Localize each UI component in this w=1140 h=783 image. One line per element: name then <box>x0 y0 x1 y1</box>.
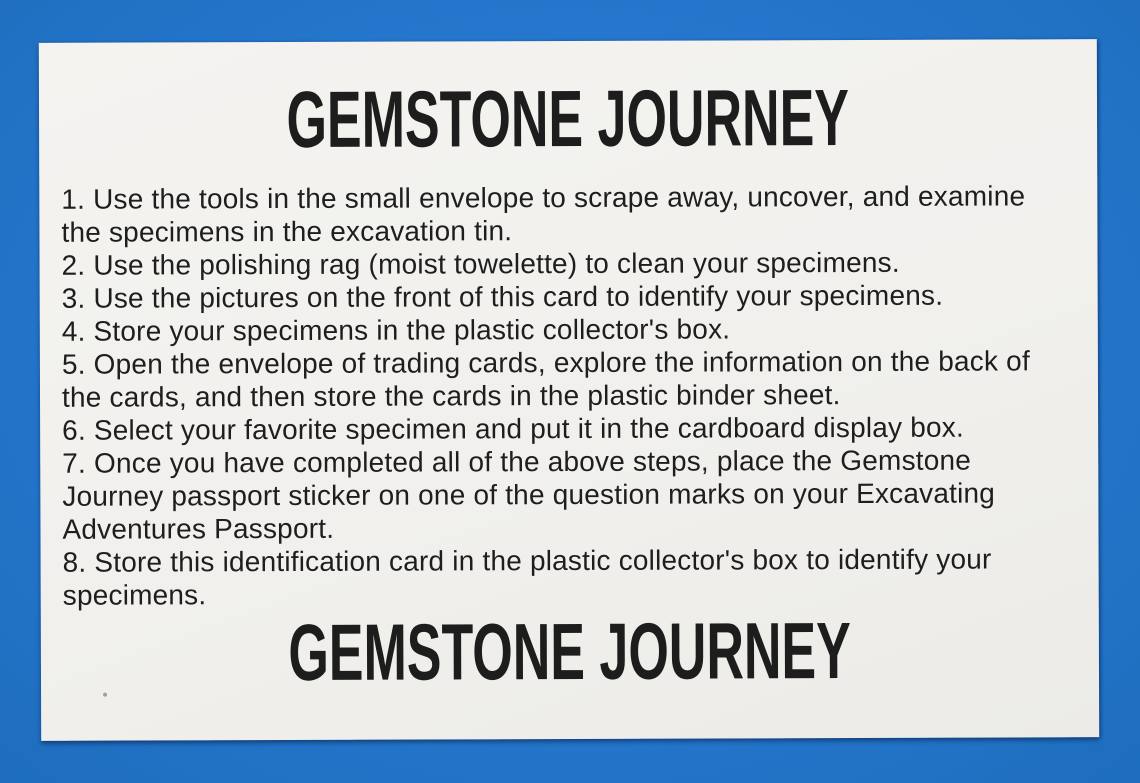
card-title-bottom-wrap <box>137 606 1003 697</box>
instruction-step-3: 3. Use the pictures on the front of this card to identify your specimens. <box>61 279 944 314</box>
dust-speck <box>103 693 107 697</box>
instruction-step-1: 1. Use the tools in the small envelope to scrape away, uncover, and examine the specimens in the excavation tin. <box>61 180 1026 248</box>
card-title-top: GEMSTONE JOURNEY <box>286 73 850 164</box>
instruction-step-8: 8. Store this identification card in the plastic collector's box to identify your specimens. <box>62 543 992 611</box>
instruction-step-2: 2. Use the polishing rag (moist towelette) to clean your specimens. <box>61 246 900 281</box>
instruction-step-7: 7. Once you have completed all of the above steps, place the Gemstone Journey passport sticker on one of the question marks on your Excavating Adventures Passport. <box>62 444 996 545</box>
instruction-step-4: 4. Store your specimens in the plastic collector's box. <box>61 313 731 347</box>
card-title-top-wrap <box>135 73 1001 164</box>
instruction-step-5: 5. Open the envelope of trading cards, explore the information on the back of the cards, and then store the cards in the plastic binder sheet. <box>61 345 1030 413</box>
instruction-step-6: 6. Select your favorite specimen and put it in the cardboard display box. <box>62 411 964 446</box>
instruction-card <box>39 39 1099 741</box>
card-title-bottom: GEMSTONE JOURNEY <box>288 606 852 697</box>
instruction-list <box>39 179 1098 612</box>
